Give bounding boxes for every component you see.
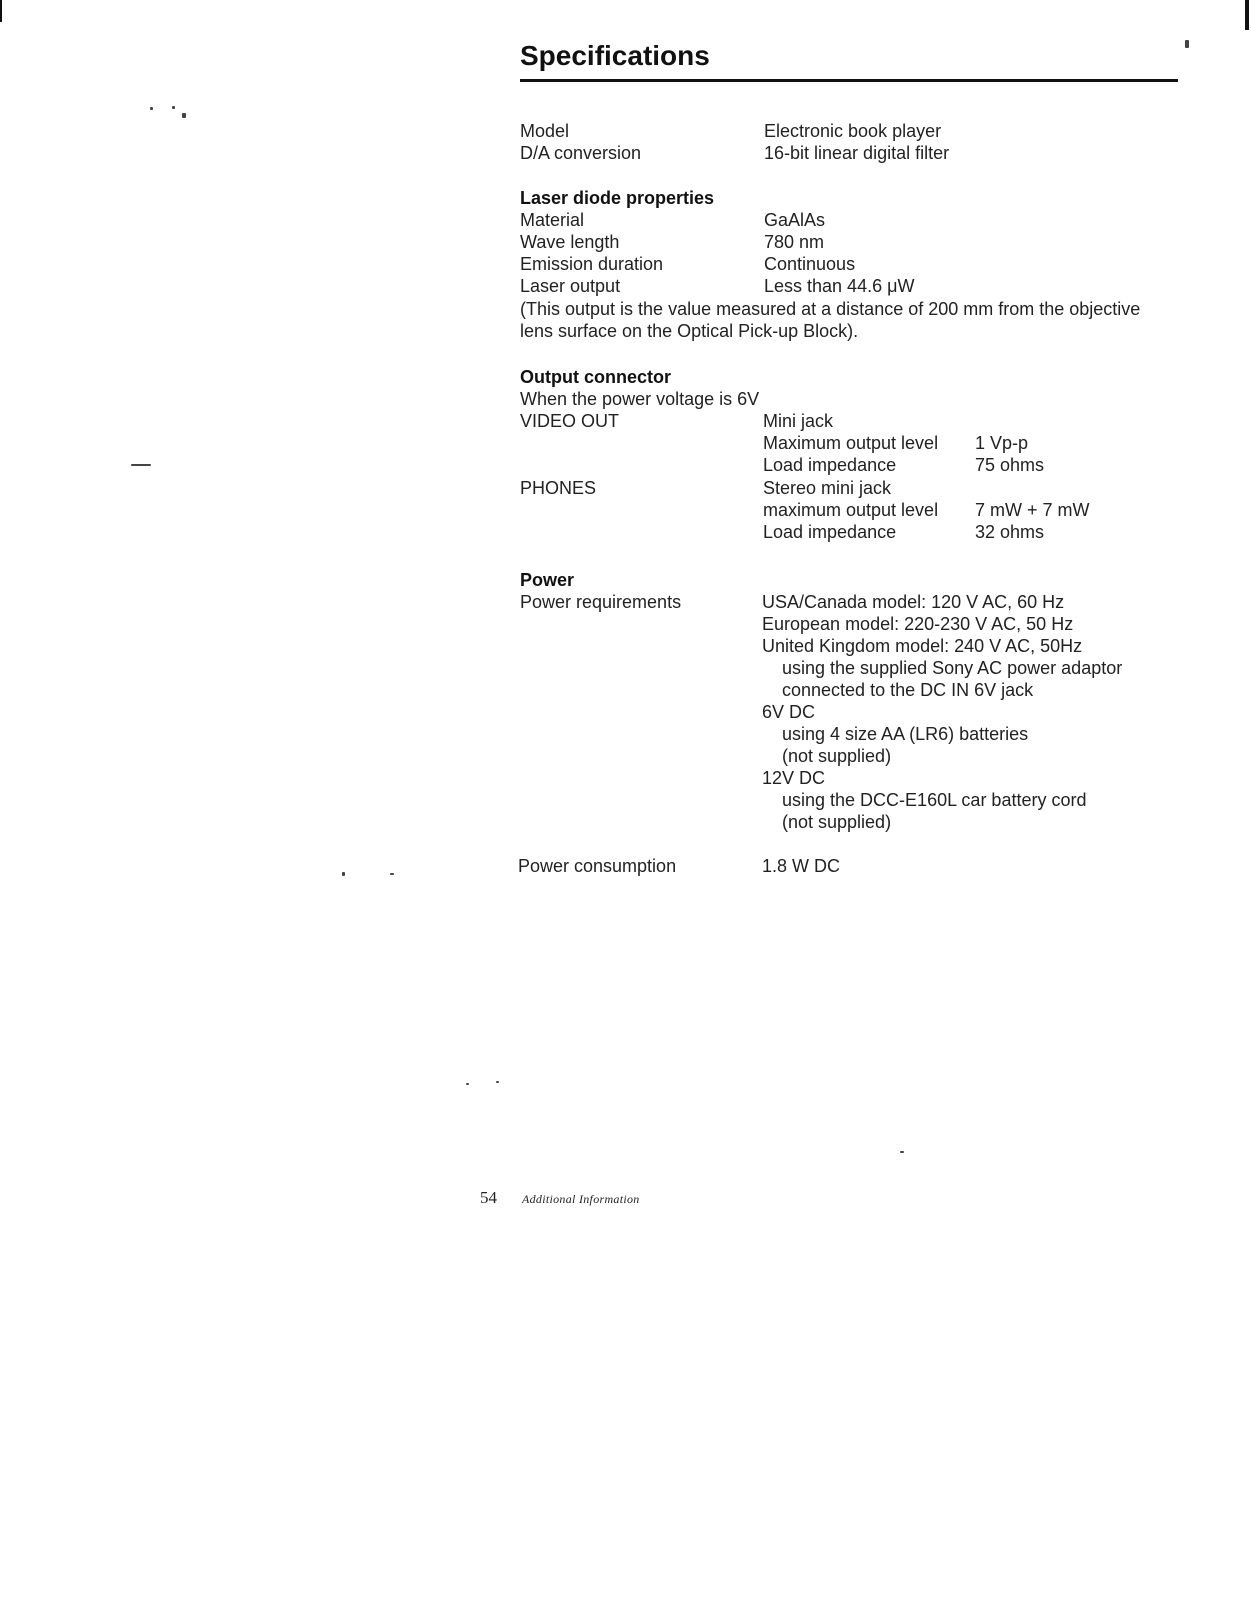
power-requirement-line: using 4 size AA (LR6) batteries bbox=[782, 724, 1029, 744]
scan-speck bbox=[390, 873, 394, 875]
spec-label-video-out: VIDEO OUT bbox=[520, 411, 620, 431]
spec-label-video-max-output: Maximum output level bbox=[763, 433, 939, 453]
spec-value-phones-type: Stereo mini jack bbox=[763, 478, 892, 498]
spec-label-power-requirements: Power requirements bbox=[520, 592, 682, 612]
scan-speck bbox=[131, 464, 151, 466]
scan-speck bbox=[172, 106, 175, 109]
power-requirement-line: European model: 220-230 V AC, 50 Hz bbox=[762, 614, 1074, 634]
spec-value-material: GaAlAs bbox=[764, 210, 826, 230]
power-requirement-line: United Kingdom model: 240 V AC, 50Hz bbox=[762, 636, 1083, 656]
spec-value-model: Electronic book player bbox=[764, 121, 942, 141]
scan-speck bbox=[1185, 40, 1189, 48]
output-heading: Output connector bbox=[520, 367, 671, 387]
scan-speck bbox=[900, 1151, 904, 1153]
spec-label-power-consumption: Power consumption bbox=[518, 856, 677, 876]
scan-speck bbox=[182, 113, 186, 118]
spec-label-emission-duration: Emission duration bbox=[520, 254, 664, 274]
spec-label-phones-impedance: Load impedance bbox=[763, 522, 897, 542]
spec-label-phones: PHONES bbox=[520, 478, 597, 498]
spec-label-material: Material bbox=[520, 210, 585, 230]
power-requirement-line: using the DCC-E160L car battery cord bbox=[782, 790, 1087, 810]
spec-label-video-impedance: Load impedance bbox=[763, 455, 897, 475]
spec-value-video-type: Mini jack bbox=[763, 411, 834, 431]
power-requirement-line: 6V DC bbox=[762, 702, 816, 722]
page-number: 54 bbox=[480, 1188, 497, 1207]
scan-speck bbox=[342, 872, 345, 876]
spec-value-da-conversion: 16-bit linear digital filter bbox=[764, 143, 950, 163]
power-heading: Power bbox=[520, 570, 575, 590]
spec-label-phones-max-output: maximum output level bbox=[763, 500, 939, 520]
scan-edge-mark-right bbox=[1245, 0, 1249, 30]
section-label: Additional Information bbox=[522, 1192, 640, 1206]
power-requirement-line: 12V DC bbox=[762, 768, 826, 788]
spec-label-model: Model bbox=[520, 121, 570, 141]
spec-value-phones-max-output: 7 mW + 7 mW bbox=[975, 500, 1090, 520]
spec-value-emission-duration: Continuous bbox=[764, 254, 856, 274]
spec-value-phones-impedance: 32 ohms bbox=[975, 522, 1045, 542]
laser-note-line: (This output is the value measured at a distance of 200 mm from the objective bbox=[520, 299, 1141, 319]
spec-value-video-max-output: 1 Vp-p bbox=[975, 433, 1029, 453]
power-requirement-line: USA/Canada model: 120 V AC, 60 Hz bbox=[762, 592, 1065, 612]
laser-heading: Laser diode properties bbox=[520, 188, 715, 208]
spec-label-laser-output: Laser output bbox=[520, 276, 621, 296]
scan-speck bbox=[466, 1083, 469, 1085]
title-rule bbox=[520, 79, 1178, 82]
power-requirement-line: connected to the DC IN 6V jack bbox=[782, 680, 1034, 700]
spec-label-wave-length: Wave length bbox=[520, 232, 620, 252]
spec-value-wave-length: 780 nm bbox=[764, 232, 825, 252]
scan-edge-mark-left bbox=[0, 0, 2, 22]
spec-value-video-impedance: 75 ohms bbox=[975, 455, 1045, 475]
scan-speck bbox=[150, 107, 153, 110]
scan-speck bbox=[496, 1081, 499, 1083]
power-requirement-line: (not supplied) bbox=[782, 812, 892, 832]
spec-label-da-conversion: D/A conversion bbox=[520, 143, 642, 163]
power-requirement-line: using the supplied Sony AC power adaptor bbox=[782, 658, 1123, 678]
power-requirement-line: (not supplied) bbox=[782, 746, 892, 766]
laser-note-line: lens surface on the Optical Pick-up Block). bbox=[520, 321, 859, 341]
spec-value-laser-output: Less than 44.6 μW bbox=[764, 276, 915, 296]
output-condition: When the power voltage is 6V bbox=[520, 389, 760, 409]
page-title: Specifications bbox=[520, 40, 710, 71]
spec-value-power-consumption: 1.8 W DC bbox=[762, 856, 841, 876]
